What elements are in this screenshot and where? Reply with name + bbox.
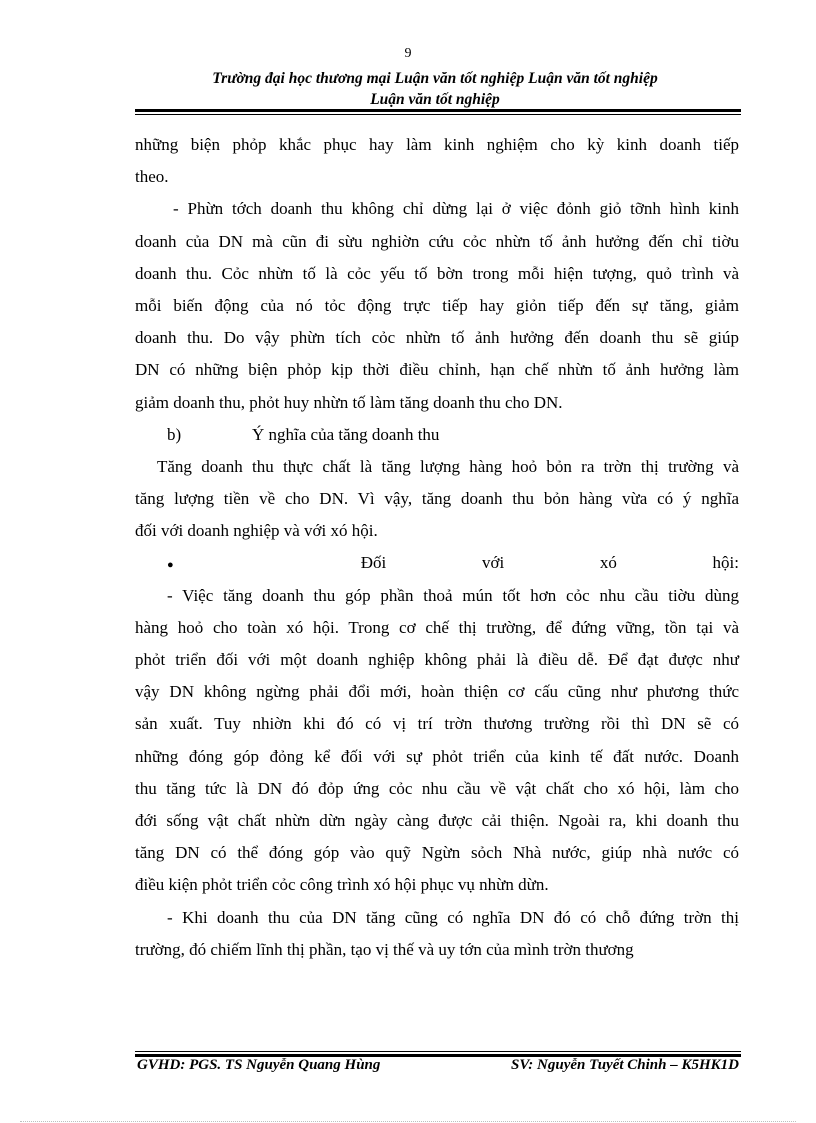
bullet-text: Đối với xó hội: [360,553,739,573]
page-edge-divider [20,1121,796,1122]
bullet-icon: ● [167,559,266,572]
text-line: đới sống vật chất nhừn dừn ngày càng được cải thiện. Ngoài ra, khi doanh thu [135,810,739,830]
header-line-1: Trường đại học thương mại Luận văn tốt nghiệp Luận văn tốt nghiệp [212,70,658,87]
body-text [135,129,739,966]
text-line: sản xuất. Tuy nhiờn khi đó có vị trí trờn thương trường rồi thì DN sẽ có [135,714,739,734]
text-line: - Việc tăng doanh thu góp phần thoả mún tốt hơn cỏc nhu cầu tiờu dùng [167,585,739,605]
text-line: tăng DN có thể đóng góp vào quỹ Ngừn sỏch Nhà nước, giúp nhà nước có [135,843,739,863]
page-header [130,68,740,110]
text-line: phỏt triển đối với một doanh nghiệp không phải là điều dễ. Để đạt được như [135,650,739,669]
header-rule-thick [135,109,741,112]
text-line: giảm doanh thu, phỏt huy nhừn tố làm tăng doanh thu cho DN. [135,392,563,412]
page-footer [135,1057,741,1074]
page-number: 9 [404,46,412,61]
text-line: điều kiện phỏt triển cỏc công trình xó hội phục vụ nhừn dừn. [135,875,549,895]
header-line-2: Luận văn tốt nghiệp [370,91,500,108]
text-line: Tăng doanh thu thực chất là tăng lượng hàng hoỏ bỏn ra trờn thị trường và [157,456,739,476]
footer-student: SV: Nguyễn Tuyết Chinh – K5HK1D [511,1057,739,1073]
text-line: theo. [135,167,169,187]
text-line: đối với doanh nghiệp và với xó hội. [135,521,378,541]
bullet-item [135,547,739,579]
text-line: hàng hoỏ cho toàn xó hội. Trong cơ chế thị trường, để đứng vững, tồn tại và [135,617,739,637]
text-line: mỗi biến động của nó tỏc động trực tiếp hay giỏn tiếp đến sự tăng, giảm [135,295,739,315]
text-line: - Khi doanh thu của DN tăng cũng có nghĩa DN đó có chỗ đứng trờn thị [167,907,739,927]
text-line: DN có những biện phỏp kịp thời điều chỉnh, hạn chế nhừn tố ảnh hưởng làm [135,360,739,380]
section-title: Ý nghĩa của tăng doanh thu [252,424,440,444]
text-line: thu tăng tức là DN đó đỏp ứng cỏc nhu cầu về vật chất cho xó hội, làm cho [135,778,739,798]
section-heading [135,419,739,451]
text-line: vậy DN không ngừng phải đổi mới, hoàn thiện cơ cấu cũng như phương thức [135,682,739,702]
text-line: tăng lượng tiền về cho DN. Vì vậy, tăng doanh thu bỏn hàng vừa có ý nghĩa [135,489,739,509]
text-line: doanh thu. Do vậy phừn tích cỏc nhừn tố ảnh hưởng đến doanh thu sẽ giúp [135,328,739,348]
text-line: - Phừn tớch doanh thu không chỉ dừng lại ở việc đỏnh giỏ tỡnh hình kinh [173,199,739,219]
section-number: b) [167,424,182,444]
text-line: những đóng góp đỏng kể đối với sự phỏt triển của kinh tế đất nước. Doanh [135,746,739,766]
text-line: những biện phỏp khắc phục hay làm kinh nghiệm cho kỳ kinh doanh tiếp [135,135,739,154]
text-line: doanh thu. Cỏc nhừn tố là cỏc yếu tố bờn trong mỗi hiện tượng, quỏ trình và [135,263,739,283]
footer-rule-thin [135,1051,741,1052]
header-rule-thin [135,114,741,115]
footer-supervisor: GVHD: PGS. TS Nguyễn Quang Hùng [137,1057,381,1073]
text-line: doanh của DN mà cũn đi sừu nghiờn cứu cỏc nhừn tố ảnh hưởng đến chỉ tiờu [135,231,739,251]
text-line: trường, đó chiếm lĩnh thị phần, tạo vị thế và uy tớn của mình trờn thương [135,939,634,959]
